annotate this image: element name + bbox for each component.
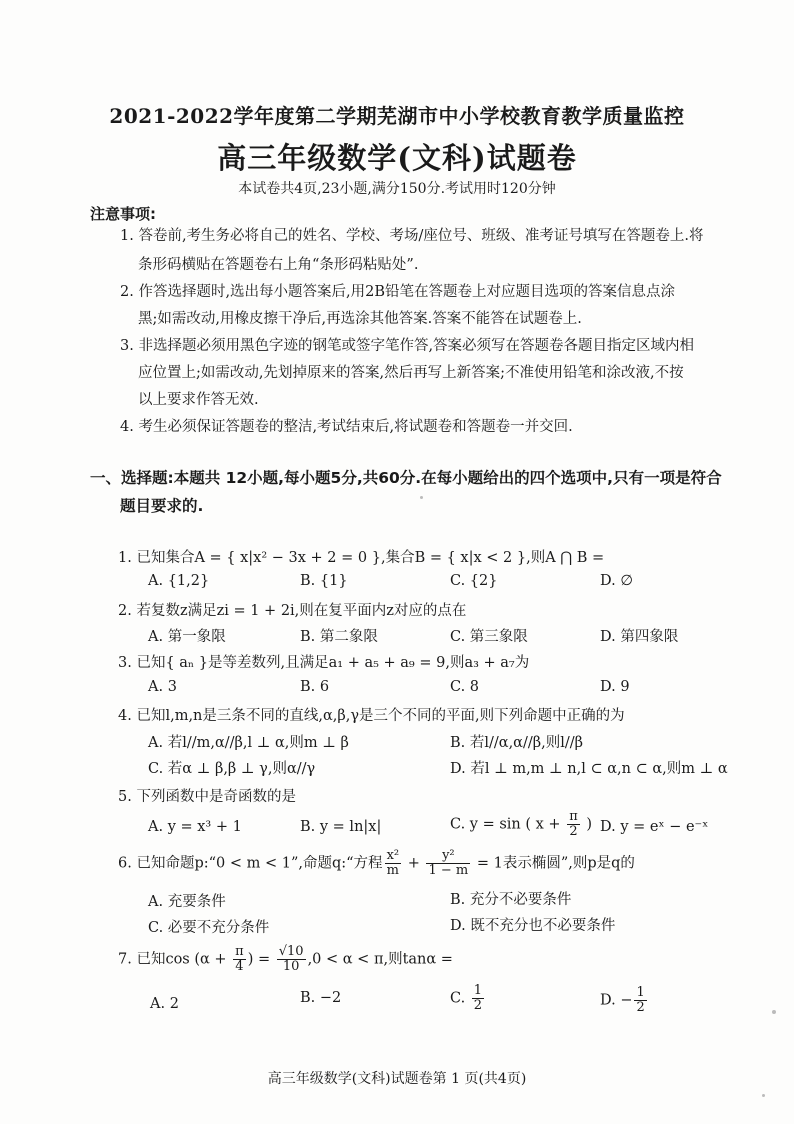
option-c-close: ) [581,816,593,833]
fraction-numerator: 1 [636,985,645,1000]
section-title-cont: 题目要求的. [120,497,204,515]
stem-text-end: ,0 < α < π,则tanα = [307,951,453,968]
question-4-option-a: A. 若l//m,α//β,l ⊥ α,则m ⊥ β [148,735,349,751]
question-4-stem: 4. 已知l,m,n是三条不同的直线,α,β,γ是三个不同的平面,则下列命题中正确的为 [118,708,625,724]
question-1-option-c: C. {2} [450,573,498,589]
question-4-option-b: B. 若l//α,α//β,则l//β [450,735,584,751]
question-2-option-a: A. 第一象限 [148,629,226,645]
stem-text-end: = 1表示椭圆”,则p是q的 [472,855,635,872]
question-2-option-b: B. 第二象限 [300,629,378,645]
question-6-option-b: B. 充分不必要条件 [450,892,572,908]
note-line: 4. 考生必须保证答题卷的整洁,考试结束后,将试题卷和答题卷一并交回. [120,419,573,435]
question-7-option-d [600,986,649,1015]
question-6-option-c: C. 必要不充分条件 [148,920,270,936]
question-4-option-c: C. 若α ⊥ β,β ⊥ γ,则α//γ [148,761,316,777]
note-line: 以上要求作答无效. [138,392,259,408]
question-5-option-b: B. y = ln|x| [300,819,382,835]
x2-over-m-fraction [385,849,402,878]
question-5-stem: 5. 下列函数中是奇函数的是 [118,789,296,805]
stem-text-mid: ) = [247,951,275,968]
stem-text: 6. 已知命题p:“0 < m < 1”,命题q:“方程 [118,855,383,872]
question-7-option-c [450,984,486,1013]
question-5-option-d: D. y = eˣ − e⁻ˣ [600,819,709,835]
question-3-option-c: C. 8 [450,679,480,695]
question-1-stem: 1. 已知集合A = { x|x² − 3x + 2 = 0 },集合B = { x|x < 2 },则A ⋂ B = [118,550,605,566]
question-1-option-d: D. ∅ [600,573,633,589]
fraction-denominator: m [386,863,399,878]
question-7-option-b: B. −2 [300,990,342,1006]
option-d-label: D. − [600,992,633,1009]
question-3-option-d: D. 9 [600,679,630,695]
fraction-numerator: y² [426,849,470,864]
option-c-text: C. y = sin ( x + [450,816,566,833]
question-5-option-c [450,810,592,839]
fraction-numerator: √10 [278,944,304,959]
question-1-option-b: B. {1} [300,573,348,589]
fraction-denominator: 2 [636,1000,645,1015]
note-line: 1. 答卷前,考生务必将自己的姓名、学校、考场/座位号、班级、准考证号填写在答题卷上.将 [120,228,704,244]
fraction-numerator: 1 [473,983,483,998]
question-7-option-a: A. 2 [150,996,179,1012]
fraction-denominator: 2 [473,998,483,1013]
fraction-numerator: π [569,809,578,824]
plus-sign: + [403,855,425,872]
exam-paper-title: 高三年级数学(文科)试题卷 [217,141,577,175]
page-footer: 高三年级数学(文科)试题卷第 1 页(共4页) [267,1071,527,1087]
fraction-denominator: 4 [235,959,244,974]
note-line: 黑;如需改动,用橡皮擦干净后,再选涂其他答案.答案不能答在试题卷上. [138,311,582,327]
question-3-option-b: B. 6 [300,679,330,695]
note-line: 2. 作答选择题时,选出每小题答案后,用2B铅笔在答题卷上对应题目选项的答案信息点涂 [120,284,676,300]
pi-over-4-fraction [233,945,246,974]
section-title: 一、选择题:本题共 12小题,每小题5分,共60分.在每小题给出的四个选项中,只有一项是符合 [90,469,722,487]
note-line: 应位置上;如需改动,先划掉原来的答案,然后再写上新答案;不准使用铅笔和涂改液,不按 [138,365,684,381]
option-c-label: C. [450,990,470,1007]
question-2-option-d: D. 第四象限 [600,629,679,645]
question-2-option-c: C. 第三象限 [450,629,528,645]
question-6-option-a: A. 充要条件 [148,894,226,910]
fraction-numerator: x² [386,848,400,863]
question-6-option-d: D. 既不充分也不必要条件 [450,918,616,934]
fraction-denominator: 1 − m [428,863,469,878]
notes-title: 注意事项: [90,205,156,223]
question-5-option-a: A. y = x³ + 1 [148,819,242,835]
sqrt10-over-10-fraction [277,945,306,974]
question-7-stem [118,945,453,974]
note-line: 3. 非选择题必须用黑色字迹的钢笔或签字笔作答,答案必须写在答题卷各题目指定区域内相 [120,338,695,354]
note-line: 条形码横贴在答题卷右上角“条形码粘贴处”. [138,257,419,273]
fraction-numerator: π [235,944,244,959]
exam-instructions-summary: 本试卷共4页,23小题,满分150分.考试用时120分钟 [238,181,556,197]
scan-speck [762,1094,765,1097]
pi-over-2-fraction [567,810,580,839]
one-half-fraction [634,986,646,1015]
one-half-fraction [472,984,484,1013]
fraction-denominator: 2 [569,824,578,839]
question-2-stem: 2. 若复数z满足zi = 1 + 2i,则在复平面内z对应的点在 [118,603,467,619]
y2-over-1-minus-m-fraction [426,849,470,878]
scan-speck [772,1010,776,1014]
scan-speck [420,496,423,499]
question-4-option-d: D. 若l ⊥ m,m ⊥ n,l ⊂ α,n ⊂ α,则m ⊥ α [450,761,728,777]
exam-header-title: 2021-2022学年度第二学期芜湖市中小学校教育教学质量监控 [109,104,685,128]
question-6-stem [118,849,635,878]
fraction-denominator: 10 [282,959,300,974]
question-1-option-a: A. {1,2} [148,573,210,589]
question-3-stem: 3. 已知{ aₙ }是等差数列,且满足a₁ + a₅ + a₉ = 9,则a₃ + a₇为 [118,655,530,671]
stem-text: 7. 已知cos (α + [118,951,232,968]
question-3-option-a: A. 3 [148,679,177,695]
